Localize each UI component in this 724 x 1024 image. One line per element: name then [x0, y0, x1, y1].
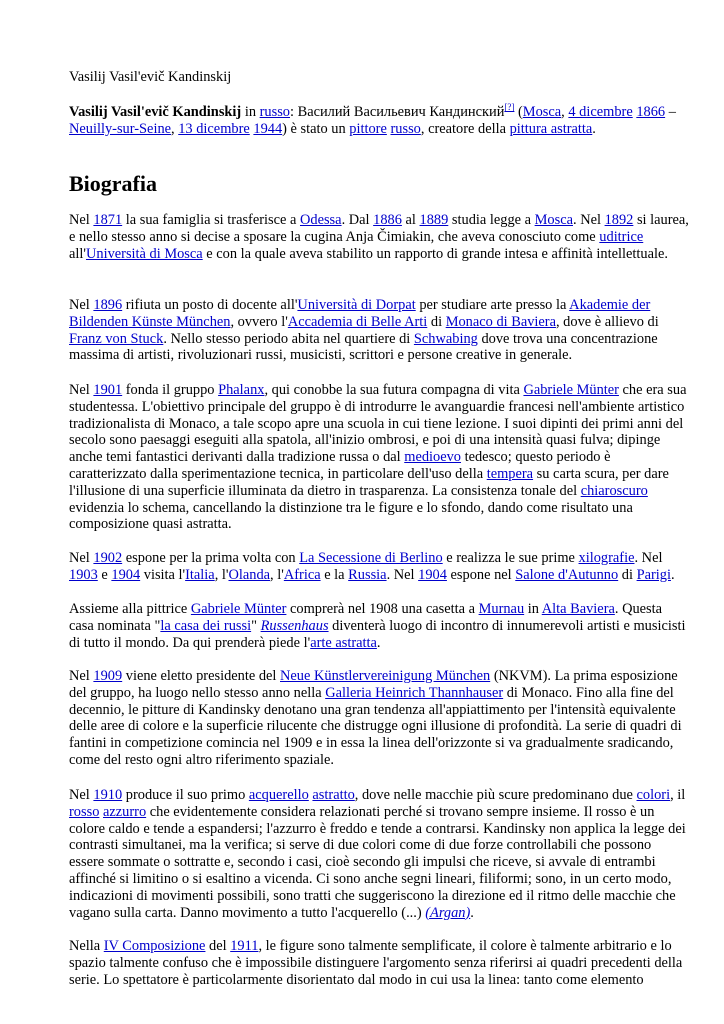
text-run: . Nel [573, 212, 605, 228]
wiki-link[interactable]: Olanda [228, 566, 271, 583]
text-run: , il [670, 787, 686, 803]
wiki-link[interactable]: 13 dicembre [178, 120, 250, 137]
paragraph-8 [69, 938, 689, 988]
wiki-link[interactable]: Schwabing [413, 330, 478, 347]
text-run: fonda il gruppo [122, 382, 219, 398]
wiki-link[interactable]: 4 dicembre [568, 104, 633, 120]
text-run: dove trova una concentrazione massima di artisti, rivoluzionari russi, musicisti, scrittori e persone creative in generale. [69, 330, 658, 364]
text-run: che era sua studentessa. L'obiettivo principale del gruppo è di introdurre le avanguardie francesi nell'ambiente artistico tradizionalista di Monaco, a tale scopo apre una scuola in cui tiene lezione. I suoi dipinti dei primi anni del secolo sono paesaggi eseguiti alla spatola, all'inizio ombrosi, e poi di una intensità quasi fulva; dipinge anche temi fantastici derivanti dalla tradizione russa o dal [69, 382, 687, 466]
text-run: espone per la prima volta con [122, 550, 300, 566]
wiki-link[interactable]: acquerello [248, 787, 309, 803]
text-run: . [592, 120, 596, 137]
wiki-link[interactable]: 1871 [93, 212, 123, 228]
text-run: , l' [270, 566, 284, 583]
footnote-marker [504, 102, 514, 112]
wiki-link[interactable]: pittura astratta [509, 120, 593, 137]
wiki-link[interactable]: chiaroscuro [580, 482, 648, 499]
text-run: ) è stato un [282, 120, 350, 137]
wiki-link[interactable]: Mosca [522, 104, 562, 120]
text-run: su carta scura, per dare l'illusione di una superficie illuminata da dietro in trasparenza. La consistenza tonale del [69, 465, 669, 499]
text-run: , l' [214, 566, 229, 583]
wiki-link[interactable]: Italia [185, 566, 215, 583]
text-run: , qui conobbe la sua futura compagna di vita [264, 382, 524, 398]
wiki-link[interactable]: 1902 [93, 550, 123, 566]
text-run: comprerà nel 1908 una casetta a [286, 601, 479, 617]
wiki-link[interactable]: astratto [312, 787, 355, 803]
wiki-link[interactable]: Università di Mosca [85, 245, 203, 262]
wiki-link[interactable]: 1896 [93, 297, 123, 313]
text-run: tedesco; questo periodo è caratterizzato dalla sperimentazione tecnica, in particolare dell'uso della [69, 449, 611, 482]
wiki-link[interactable]: 1911 [230, 938, 259, 954]
wiki-link[interactable]: Neuilly-sur-Seine [69, 120, 172, 137]
wiki-link[interactable]: Gabriele Münter [523, 382, 619, 398]
text-run: in [241, 104, 260, 120]
wiki-link[interactable]: Phalanx [218, 382, 265, 398]
text-run: che evidentemente considera relazionati perché si trovano sempre insieme. Il rosso è un colore caldo e tende a espandersi; l'azzurro è freddo e tende a contrarsi. Kandinsky non applica la legge dei contrasti simultanei, ma la verifica; si serve di due colori come di due forze controllabili che possono essere sommate o sottratte e, secondo i casi, cioè secondo gli impulsi che riceve, si avvale di entrambi affinché si limitino o si esaltino a vicenda. Ci sono anche segni lineari, filiformi; sono, in un certo modo, indicazioni di movimenti possibili, sono tratti che suggeriscono la direzione ed il ritmo delle macchie che vagano sulla carta. Danno movimento a tutto l'acquerello (...) [69, 803, 686, 921]
wiki-link[interactable]: Africa [283, 566, 321, 583]
paragraph-3 [69, 382, 689, 533]
footnote-link[interactable]: [?] [504, 102, 515, 113]
text-run: Nel [69, 212, 94, 228]
wiki-link[interactable]: Odessa [299, 212, 342, 228]
wiki-link[interactable]: 1886 [373, 212, 402, 228]
wiki-link[interactable]: russo [259, 104, 290, 120]
text-run: studia legge a [448, 212, 535, 228]
text-run: , [171, 120, 179, 137]
text-run: Nel [69, 668, 94, 684]
text-run: per studiare arte presso la [415, 297, 570, 313]
wiki-link[interactable]: 1909 [93, 668, 123, 684]
text-run: . [470, 904, 474, 921]
wiki-link[interactable]: Murnau [478, 601, 525, 617]
wiki-link[interactable]: (Argan) [425, 904, 471, 921]
wiki-link[interactable]: Accademia di Belle Arti [287, 313, 428, 330]
wiki-link[interactable]: Russia [348, 566, 387, 583]
wiki-link[interactable]: 1892 [604, 212, 634, 228]
text-run: Nel [69, 297, 94, 313]
text-run: , creatore della [420, 120, 510, 137]
wiki-link[interactable]: Galleria Heinrich Thannhauser [325, 684, 504, 701]
text-run: . [376, 634, 381, 651]
paragraph-2 [69, 297, 689, 364]
text-run: produce il suo primo [122, 787, 249, 803]
text-run: . [670, 566, 675, 583]
text-run: la sua famiglia si trasferisce a [122, 212, 300, 228]
text-run: Nel [69, 550, 94, 566]
text-run: , le figure sono talmente semplificate, il colore è talmente arbitrario e lo spazio talmente confuso che è impossibile distinguere l'argomento senza riferirsi ai quadri precedenti della serie. Lo spettatore è particolarmente disorientato dal modo in cui usa la linea: tanto come elemento [69, 938, 683, 988]
text-run: Nella [69, 938, 104, 954]
text-run: viene eletto presidente del [122, 668, 281, 684]
wiki-link[interactable]: Russenhaus [260, 617, 329, 634]
text-run: . Dal [341, 212, 374, 228]
wiki-link[interactable]: Franz von Stuck [69, 330, 164, 347]
text-run: all' [69, 245, 86, 262]
wiki-link[interactable]: La Secessione di Berlino [299, 550, 443, 566]
text-run: rifiuta un posto di docente all' [122, 297, 298, 313]
text-run: di [427, 313, 446, 330]
document-title: Vasilij Vasil'evič Kandinskij [69, 69, 232, 85]
text-run: espone nel [446, 566, 516, 583]
text-run: : Василий Васильевич Кандинский [290, 104, 505, 120]
wiki-link[interactable]: 1944 [253, 120, 283, 137]
text-run: e la [320, 566, 349, 583]
wiki-link[interactable]: tempera [486, 465, 534, 482]
text-run: , ovvero l' [230, 313, 288, 330]
wiki-link[interactable]: russo [390, 120, 421, 137]
wiki-link[interactable]: 1904 [111, 566, 141, 583]
text-run: visita l' [140, 566, 186, 583]
text-run: , dove nelle macchie più scure predominano due [354, 787, 637, 803]
text-run: di [618, 566, 637, 583]
wiki-link[interactable]: 1903 [69, 566, 98, 583]
text-run: ( [514, 104, 523, 120]
text-run: e [97, 566, 112, 583]
text-run: in [524, 601, 542, 617]
wiki-link[interactable]: rosso [69, 803, 100, 820]
text-run: e con la quale aveva stabilito un rapporto di grande intesa e affinità intellettuale. [202, 245, 668, 262]
wiki-link[interactable]: colori [636, 787, 671, 803]
text-run: " [251, 617, 261, 634]
wiki-link[interactable]: azzurro [103, 803, 147, 820]
wiki-link[interactable]: Università di Dorpat [297, 297, 416, 313]
text-run: (NKVM). La prima esposizione del gruppo, ha luogo nello stesso anno nella [69, 668, 678, 701]
text-run: . Nello stesso periodo abita nel quartiere di [163, 330, 414, 347]
text-run: . Questa casa nominata " [69, 601, 663, 634]
wiki-link[interactable]: Alta Baviera [541, 601, 615, 617]
text-run: del [205, 938, 231, 954]
text-run: di Monaco. Fino alla fine del decennio, le pitture di Kandinsky denotano una gran tendenza all'appiattimento per l'intensità equivalente delle aree di colore e la superficie rilucente che distrugge ogni illusione di profondità. La serie di quadri di fantini in competizione comincia nel 1909 e in essa la linea dell'orizzonte si va gradualmente sradicando, come del resto ogni altro riferimento spaziale. [69, 684, 682, 768]
paragraph-4 [69, 550, 689, 584]
wiki-link[interactable]: Salone d'Autunno [515, 566, 619, 583]
wiki-link[interactable]: Monaco di Baviera [445, 313, 556, 330]
section-heading-biografia: Biografia [69, 171, 157, 196]
paragraph-7 [69, 787, 689, 921]
text-run: , dove è allievo di [555, 313, 659, 330]
bold-term: Vasilij Vasil'evič Kandinskij [69, 104, 242, 120]
text-run: . Nel [634, 550, 663, 566]
text-run: si laurea, e nello stesso anno si decise a sposare la cugina Anja Čimiakin, che aveva conosciuto come [69, 212, 689, 245]
text-run: , [561, 104, 569, 120]
text-run: diventerà luogo di incontro di innumerevoli artisti e musicisti di tutto il mondo. Da qui prenderà piede l' [69, 617, 686, 651]
wiki-link[interactable]: 1866 [636, 104, 666, 120]
text-run: . Nel [386, 566, 419, 583]
wiki-link[interactable]: pittore [349, 120, 387, 137]
wiki-link[interactable]: la casa dei russi [160, 617, 252, 634]
text-run: al [401, 212, 420, 228]
text-run: e realizza le sue prime [442, 550, 579, 566]
text-run: Nel [69, 382, 94, 398]
wiki-link[interactable]: arte astratta [310, 634, 377, 651]
wiki-link[interactable]: medioevo [404, 449, 461, 466]
wiki-link[interactable]: Mosca [534, 212, 573, 228]
wiki-link[interactable]: 1904 [418, 566, 447, 583]
text-run: evidenzia lo schema, cancellando la distinzione tra le figure e lo sfondo, dando come risultato una composizione quasi astratta. [69, 499, 633, 533]
wiki-link[interactable]: Parigi [636, 566, 671, 583]
wiki-link[interactable]: uditrice [599, 228, 644, 245]
intro-paragraph [69, 104, 689, 138]
wiki-link[interactable]: IV Composizione [103, 938, 206, 954]
wiki-link[interactable]: Akademie der Bildenden Künste München [69, 297, 651, 330]
wiki-link[interactable]: 1889 [419, 212, 449, 228]
wiki-link[interactable]: 1901 [93, 382, 123, 398]
paragraph-5 [69, 601, 689, 651]
wiki-link[interactable]: 1910 [93, 787, 123, 803]
wiki-link[interactable]: Neue Künstlervereinigung München [280, 668, 491, 684]
wiki-link[interactable]: xilografie [578, 550, 635, 566]
text-run: – [665, 104, 676, 120]
text-run: Assieme alla pittrice [69, 601, 191, 617]
wiki-link[interactable]: Gabriele Münter [190, 601, 287, 617]
paragraph-6 [69, 668, 689, 769]
paragraph-1 [69, 212, 689, 262]
text-run: Nel [69, 787, 94, 803]
